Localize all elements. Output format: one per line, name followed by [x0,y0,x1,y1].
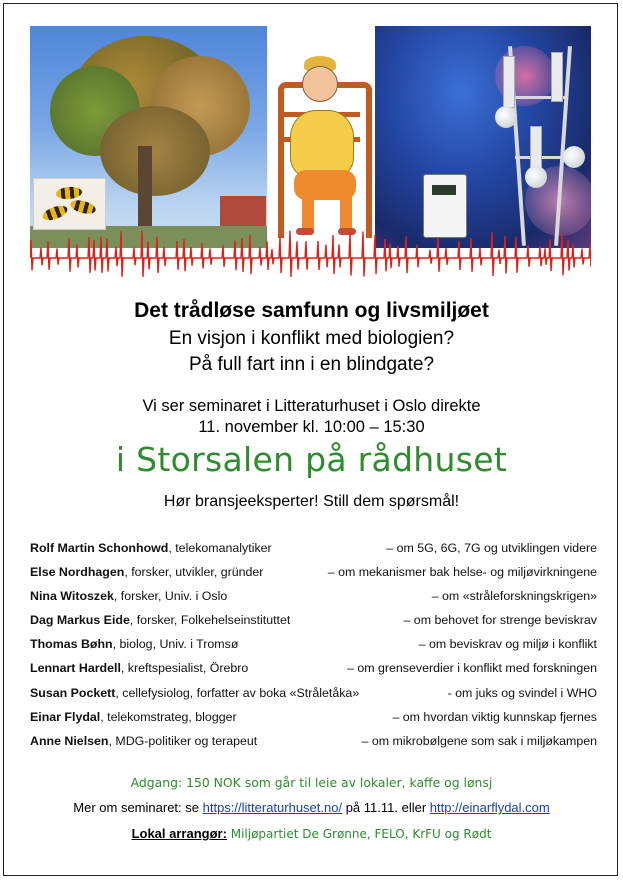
speaker-name: Einar Flydal [30,709,101,724]
speaker-role: , forsker, Univ. i Oslo [113,589,228,604]
speaker-name: Anne Nielsen [30,733,109,748]
broadcast-line-1: Vi ser seminaret i Litteraturhuset i Oslo direkte [142,397,481,415]
speaker-role: , forsker, utvikler, gründer [124,565,264,580]
speaker-row [30,705,597,729]
speaker-name: Nina Witoszek [30,589,114,604]
speaker-name: Dag Markus Eide [30,613,130,628]
speaker-row [30,560,597,584]
subtitle-line-2: På full fart inn i en blindgate? [188,354,435,375]
more-info-prefix: Mer om seminaret: se [73,800,203,815]
woman-illustration [267,42,376,248]
speaker-role: , biolog, Univ. i Tromsø [112,637,239,652]
speaker-role: , telekomanalytiker [168,541,272,555]
wasp-photo [33,178,106,230]
speaker-name: Lennart Hardell [30,661,121,676]
speaker-name: Susan Pockett [30,685,116,700]
speaker-row [30,632,597,656]
speaker-row [30,681,597,705]
organizer-list: Miljøpartiet De Grønne, FELO, KrFU og Rødt [226,827,492,841]
speaker-name: Else Nordhagen [30,565,125,580]
speaker-row [30,729,597,753]
speaker-name: Rolf Martin Schonhowd [30,541,169,555]
tree-photo [30,26,267,248]
hero-collage [30,26,591,280]
speaker-row [30,584,597,608]
einarflydal-link[interactable]: http://einarflydal.com [429,800,550,815]
speaker-topic: – om 5G, 6G, 7G og utviklingen videre [386,541,597,555]
speaker-topic: - om juks og svindel i WHO [447,685,597,700]
organizer-line [0,826,623,841]
ecg-line [30,228,591,280]
speaker-topic: – om beviskrav og miljø i konflikt [418,637,597,652]
speaker-role: , forsker, Folkehelseinstituttet [129,613,291,628]
speaker-topic: – om mekanismer bak helse- og miljøvirkningene [327,565,597,580]
broadcast-line-2: 11. november kl. 10:00 – 15:30 [198,418,425,436]
speaker-topic: – om hvordan viktig kunnskap fjernes [392,709,597,724]
speaker-role: , telekomstrateg, blogger [100,709,237,724]
speaker-topic: – om grenseverdier i konflikt med forskningen [347,661,597,676]
speaker-role: , MDG-politiker og terapeut [108,733,258,748]
speaker-topic: – om behovet for strenge beviskrav [403,613,597,628]
speaker-role: , cellefysiolog, forfatter av boka «Stråletåka» [115,685,360,700]
call-to-action: Hør bransjeeksperter! Still dem spørsmål! [163,493,460,510]
speaker-topic: – om «stråleforskningskrigen» [431,589,597,604]
speaker-role: , kreftspesialist, Örebro [120,661,249,676]
subtitle-line-1: En visjon i konflikt med biologien? [168,328,455,349]
more-info [0,800,623,815]
litteraturhuset-link[interactable]: https://litteraturhuset.no/ [202,800,343,815]
organizer-label: Lokal arrangør: [131,826,227,841]
cell-tower-photo [375,26,591,248]
speaker-row [30,608,597,632]
speaker-row [30,656,597,680]
venue-heading: i Storsalen på rådhuset [115,440,508,479]
speaker-name: Thomas Bøhn [30,637,113,652]
speaker-row [30,536,597,560]
speaker-list [30,536,597,753]
more-info-middle: på 11.11. eller [342,800,430,815]
poster-title: Det trådløse samfunn og livsmiljøet [134,299,489,322]
speaker-topic: – om mikrobølgene som sak i miljøkampen [361,733,597,748]
admission-text: Adgang: 150 NOK som går til leie av lokaler, kaffe og lønsj [130,775,493,790]
